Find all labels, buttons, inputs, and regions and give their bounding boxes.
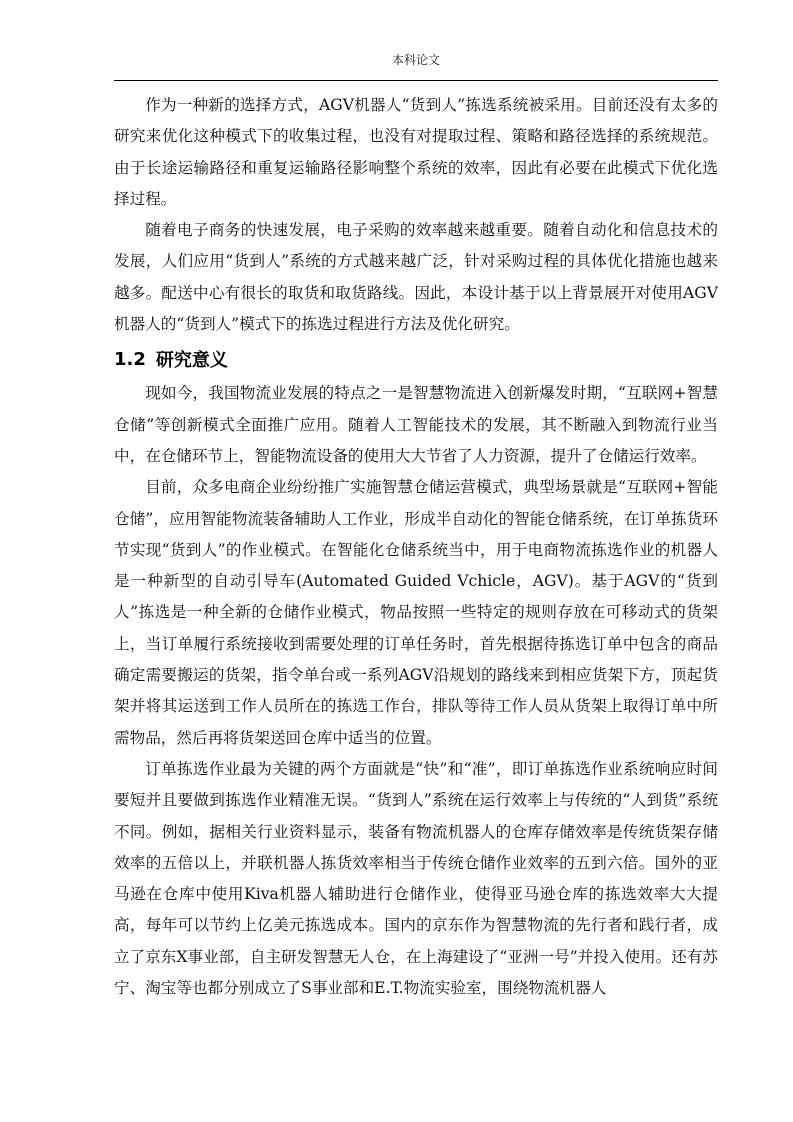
section-heading (114, 340, 718, 378)
body-paragraph: 作为一种新的选择方式，AGV机器人“货到人”拣选系统被采用。目前还没有太多的研究来优化这种模式下的收集过程，也没有对提取过程、策略和路径选择的系统规范。由于长途运输路径和重复运输路径影响整个系统的效率，因此有必要在此模式下优化选择过程。 (114, 96, 718, 208)
section-title: 研究意义 (155, 350, 228, 372)
section-number: 1.2 (114, 348, 146, 370)
body-paragraph: 订单拣选作业最为关键的两个方面就是“快”和“准”，即订单拣选作业系统响应时间要短并且要做到拣选作业精准无误。“货到人”系统在运行效率上与传统的“人到货”系统不同。例如，据相关行业资料显示，装备有物流机器人的仓库存储效率是传统货架存储效率的五倍以上，并联机器人拣货效率相当于传统仓储作业效率的五到六倍。国外的亚马逊在仓库中使用Kiva机器人辅助进行仓储作业，使得亚马逊仓库的拣选效率大大提高，每年可以节约上亿美元拣选成本。国内的京东作为智慧物流的先行者和践行者，成立了京东X事业部，自主研发智慧无人仓，在上海建设了“亚洲一号”并投入使用。还有苏宁、淘宝等也都分别成立了S事业部和E.T.物流实验室，围绕物流机器人 (114, 759, 719, 998)
header-divider (114, 80, 718, 81)
body-paragraph: 目前，众多电商企业纷纷推广实施智慧仓储运营模式，典型场景就是“互联网+智能仓储”，应用智能物流装备辅助人工作业，形成半自动化的智能仓储系统，在订单拣货环节实现“货到人”的作业模式。在智能化仓储系统当中，用于电商物流拣选作业的机器人是一种新型的自动引导车(Automated Guided Vchicle，AGV)。基于AGV的“货到人”拣选是一种全新的仓储作业模式，物品按照一些特定的规则存放在可移动式的货架上，当订单履行系统接收到需要处理的订单任务时，首先根据待拣选订单中包含的商品确定需要搬运的货架，指令单台或一系列AGV沿规划的路线来到相应货架下方，顶起货架并将其运送到工作人员所在的拣选工作台，排队等待工作人员从货架上取得订单中所需物品，然后再将货架送回仓库中适当的位置。 (114, 478, 718, 747)
page-header: 本科论文 (391, 53, 440, 67)
document-body (114, 90, 718, 1004)
body-paragraph: 现如今，我国物流业发展的特点之一是智慧物流进入创新爆发时期，“互联网+智慧仓储”等创新模式全面推广应用。随着人工智能技术的发展，其不断融入到物流行业当中，在仓储环节上，智能物流设备的使用大大节省了人力资源，提升了仓储运行效率。 (114, 384, 718, 465)
body-paragraph: 随着电子商务的快速发展，电子采购的效率越来越重要。随着自动化和信息技术的发展，人们应用“货到人”系统的方式越来越广泛，针对采购过程的具体优化措施也越来越多。配送中心有很长的取货和取货路线。因此，本设计基于以上背景展开对使用AGV机器人的“货到人”模式下的拣选过程进行方法及优化研究。 (114, 221, 718, 334)
